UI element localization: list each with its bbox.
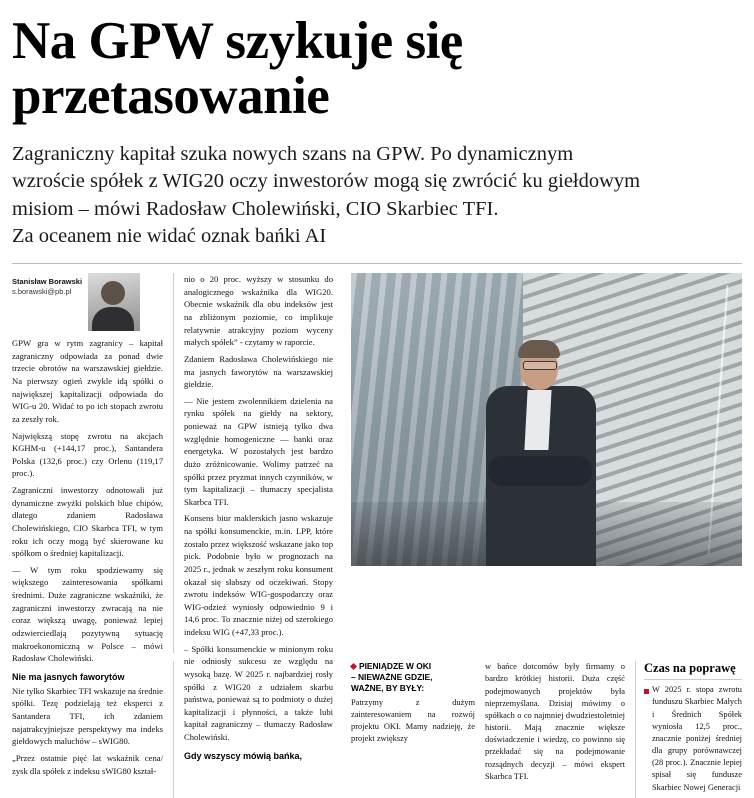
- divider-top: [12, 263, 742, 264]
- paragraph: Nie tylko Skarbiec TFI wskazuje na średnie spółki. Tezę podzielają też eksperci z Santandera TFI, ich zdaniem najatrakcyjniejsze perspektywy ma indeks giełdowych maluchów – sWIG80.: [12, 685, 163, 747]
- page-title: [12, 14, 742, 123]
- deck-line-2: wzroście spółek z WIG20 oczy inwestorów mogą się zwrócić ku giełdowym: [12, 170, 641, 193]
- photo-subject-hair: [518, 340, 560, 358]
- paragraph: nio o 20 proc. wyższy w stosunku do analogicznego wskaźnika dla WIG20. Obecnie wskaźnik dla obu indeksów jest na zbliżonym poziomie, co implikuje relatywnie atrakcyjny poziom wyceny małych spółek” - czytamy w raporcie.: [184, 274, 333, 348]
- continued-paragraph: w bańce dotcomów były firmamy o bardzo krótkiej historii. Duża część podejmowanych projektów była nieprzemyślana. Dzisiaj mówimy o spółkach o co najmniej dwudziestoletniej historii. Mają znacznie większe doświadczenie i wiedzę, co powinno się przekładać się na podejmowanie rozsądnych decyzji – mówi ekspert Skarbca TFI.: [485, 662, 625, 781]
- pullquote-box: [345, 661, 485, 798]
- photo-subject-glasses: [523, 361, 557, 370]
- bottom-panel: [12, 661, 742, 798]
- sidebar-bullet: [644, 684, 742, 794]
- paragraph: Zdaniem Radosława Cholewińskiego nie ma jasnych faworytów na warszawskiej giełdzie.: [184, 353, 333, 390]
- paragraph: Konsens biur maklerskich jasno wskazuje na spółki konsumenckie, m.in. LPP, które zostało przez większość wskazane jako top pick. Podobnie było w prognozach na 2025 r., jednak w zeszłym roku konsument okazał się słabszy od oczekiwań. Stopy zwrotu indeksów WIG-gospodarczy oraz WIG-odzież wyniosły odpowiednio 9 i 14,6 proc. To znacznie niżej od szerokiego indeksu WIG (+47,33 proc.).: [184, 513, 333, 638]
- column-two: [173, 273, 345, 761]
- article-deck: [12, 141, 742, 250]
- author-email[interactable]: s.borawski@pb.pl: [12, 287, 72, 297]
- paragraph: – Spółki konsumenckie w minionym roku nie odniosły sukcesu ze względu na wysoką bazę. W 2025 r. najbardziej rosły spółki z WIG20 z udziałem skarbu państwa, ponieważ są to podmioty o dużej kapitalizacji i płynności, a także lubi kapitał zagraniczny – tłumaczy Radosław Cholewiński.: [184, 643, 333, 743]
- byline-text: [12, 273, 82, 297]
- pullquote-kicker-line-2: – NIEWAŻNE GDZIE,: [351, 672, 433, 683]
- diamond-icon: [350, 663, 357, 670]
- paragraph: Zagraniczni inwestorzy odnotowali już dynamiczne zwyżki polskich blue chipów, dlatego zdaniem Radosława Cholewińskiego, CIO Skarbca TFI, w tym roku ich oczy mogą być skierowane ku spółkom o średniej kapitalizacji.: [12, 485, 163, 559]
- bottom-column-two: [173, 661, 345, 798]
- bottom-continued-text: [485, 661, 635, 798]
- photo-subject-arms: [488, 456, 592, 486]
- deck-line-3: misiom – mówi Radosław Cholewiński, CIO Skarbiec TFI.: [12, 197, 499, 220]
- paragraph: — Nie jestem zwolennikiem dzielenia na rynku spółek na giełdy na sektory, ponieważ na GPW istnieją tylko dwa względnie homogeniczne — banki oraz energetyka. W pozostałych jest bardzo dużo zróżnicowanie. Wolimy patrzeć na spółki przez pryzmat innych czynników, w tym kapitalizacji – tłumaczy specjalista Skarbca TFI.: [184, 395, 333, 507]
- photo-subject-shirt: [525, 390, 552, 450]
- article-photo: [351, 273, 742, 566]
- column-one-body: [12, 337, 163, 665]
- column-one: [12, 273, 173, 776]
- bottom-column-one: [12, 661, 173, 798]
- pullquote-text: Patrzymy z dużym zainteresowaniem na rozwój projektu OKI. Mamy nadzieję, że projekt zwiększy: [351, 697, 475, 744]
- sidebar-box: [635, 661, 742, 798]
- deck-line-4: Za oceanem nie widać oznak bańki AI: [12, 224, 327, 247]
- author-photo: [88, 273, 140, 331]
- paragraph: Największą stopę zwrotu na akcjach KGHM-u (+144,17 proc.), Santandera Polska (132,6 proc.) czy Orlenu (119,17 proc.).: [12, 430, 163, 479]
- sidebar-box-title: Czas na poprawę: [644, 661, 736, 676]
- paragraph: „Przez ostatnie pięć lat wskaźnik cena/ zysk dla spółek z indeksu sWIG80 kształ-: [12, 752, 163, 776]
- paragraph: — W tym roku spodziewamy się większego zainteresowania spółkami średnimi. Duże zagraniczne wskaźniki, że zagraniczni inwestorzy zwracają na nie coraz większą uwagę, ponieważ lepiej odzwierciedlają pozytywną sytuację makroekonomiczną w Polsce – mówi Radosław Cholewiński.: [12, 564, 163, 664]
- pullquote-kicker-line-1: PIENIĄDZE W OKI: [359, 661, 432, 672]
- byline: [12, 273, 163, 331]
- deck-line-1: Zagraniczny kapitał szuka nowych szans na GPW. Po dynamicznym: [12, 143, 574, 166]
- headline-line-2: przetasowanie: [12, 66, 330, 125]
- divider-sidebar: [644, 679, 742, 680]
- pullquote-kicker-line-3: WAŻNE, BY BYŁY:: [351, 683, 425, 693]
- pullquote-kicker: [351, 661, 475, 694]
- column-three-photo: [345, 273, 742, 653]
- sidebar-bullet-text: W 2025 r. stopa zwrotu funduszu Skarbiec Małych i Średnich Spółek wyniosła 12,5 proc., znacznie poniżej średniej dla grupy porównawczej (28 proc.). Znacznie lepiej spisał się fundusze Skarbiec Nowej Generacji: [652, 685, 742, 792]
- square-bullet-icon: [644, 689, 649, 694]
- photo-subject: [468, 336, 618, 566]
- paragraph: GPW gra w rytm zagranicy – kapitał zagraniczny odpowiada za ponad dwie trzecie obrotów na warszawskiej giełdzie. Na pierwszy ogień zwykle idą spółki o największej kapitalizacji odpowiada do WIG-u 20. Widać to po ich stopach zwrotu za zeszły rok.: [12, 338, 163, 424]
- headline-line-1: Na GPW szykuje się: [12, 12, 463, 70]
- author-name: Stanisław Borawski: [12, 277, 83, 287]
- column-one-subhead: Nie ma jasnych faworytów: [12, 671, 125, 682]
- column-two-subhead: Gdy wszyscy mówią bańka,: [184, 750, 303, 761]
